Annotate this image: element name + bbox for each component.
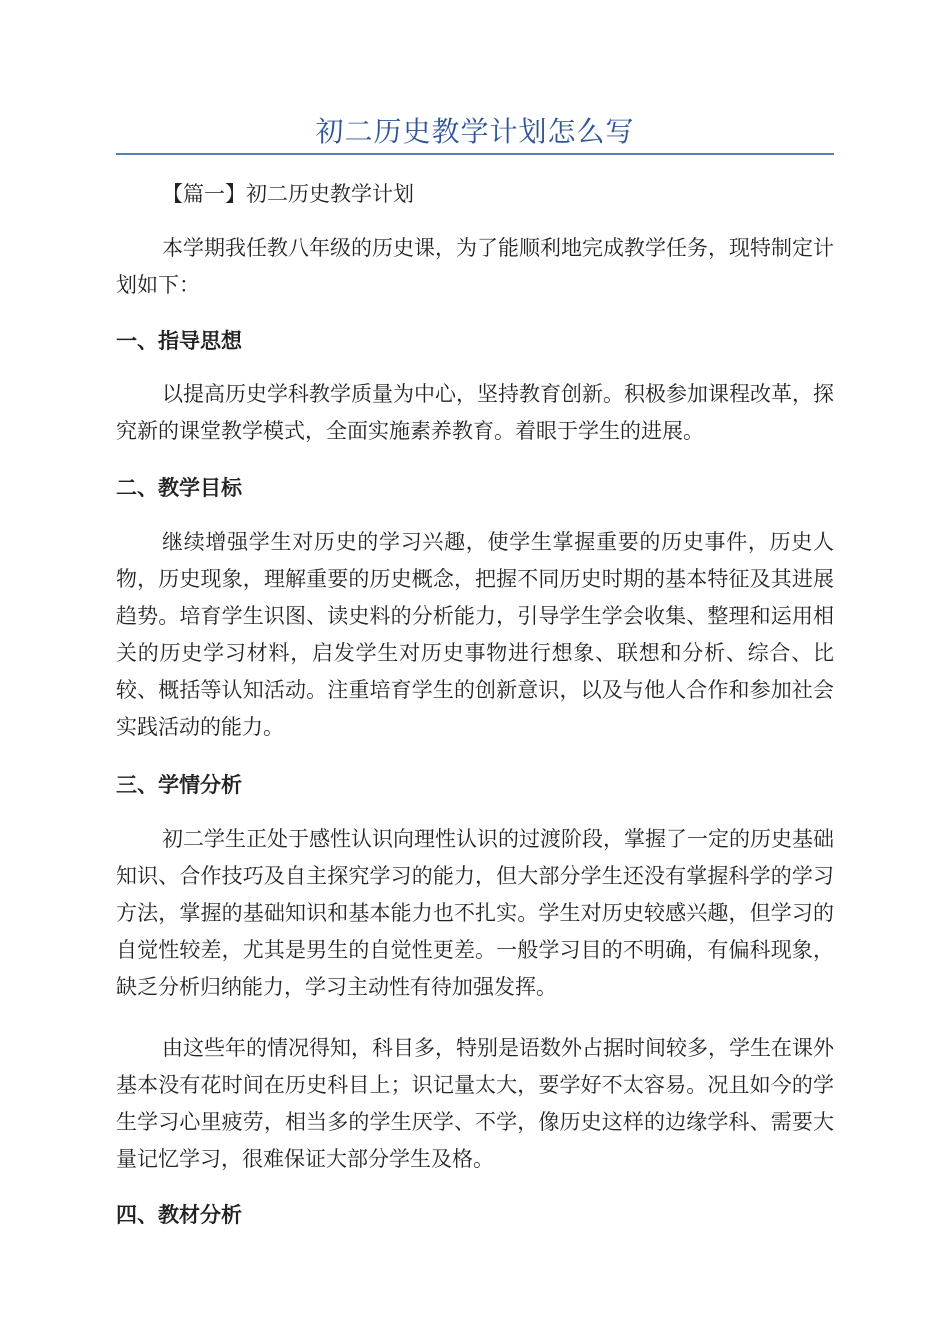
document-title: 初二历史教学计划怎么写: [315, 115, 635, 148]
paragraph-guiding-ideology: 以提高历史学科教学质量为中心，坚持教育创新。积极参加课程改革，探究新的课堂教学模式，全面实施素养教育。着眼于学生的进展。: [116, 382, 834, 443]
section-label: 【篇一】初二历史教学计划: [162, 182, 414, 206]
title-underline: [116, 153, 834, 155]
heading-textbook-analysis: 四、教材分析: [116, 1203, 242, 1227]
paragraph-student-analysis-2: 由这些年的情况得知，科目多，特别是语数外占据时间较多，学生在课外基本没有花时间在历史科目上；识记量太大，要学好不太容易。况且如今的学生学习心里疲劳，相当多的学生厌学、不学，像历史这样的边缘学科、需要大量记忆学习，很难保证大部分学生及格。: [116, 1036, 834, 1171]
heading-guiding-ideology: 一、指导思想: [116, 329, 242, 353]
paragraph-student-analysis-1: 初二学生正处于感性认识向理性认识的过渡阶段，掌握了一定的历史基础知识、合作技巧及自主探究学习的能力，但大部分学生还没有掌握科学的学习方法，掌握的基础知识和基本能力也不扎实。学生对历史较感兴趣，但学习的自觉性较差，尤其是男生的自觉性更差。一般学习目的不明确，有偏科现象，缺乏分析归纳能力，学习主动性有待加强发挥。: [116, 827, 834, 999]
heading-student-analysis: 三、学情分析: [116, 773, 242, 797]
intro-paragraph: 本学期我任教八年级的历史课，为了能顺利地完成教学任务，现特制定计划如下：: [116, 236, 834, 297]
heading-teaching-goals: 二、教学目标: [116, 476, 242, 500]
paragraph-teaching-goals: 继续增强学生对历史的学习兴趣，使学生掌握重要的历史事件，历史人物，历史现象，理解重要的历史概念，把握不同历史时期的基本特征及其进展趋势。培育学生识图、读史料的分析能力，引导学生学会收集、整理和运用相关的历史学习材料，启发学生对历史事物进行想象、联想和分析、综合、比较、概括等认知活动。注重培育学生的创新意识，以及与他人合作和参加社会实践活动的能力。: [116, 530, 834, 739]
